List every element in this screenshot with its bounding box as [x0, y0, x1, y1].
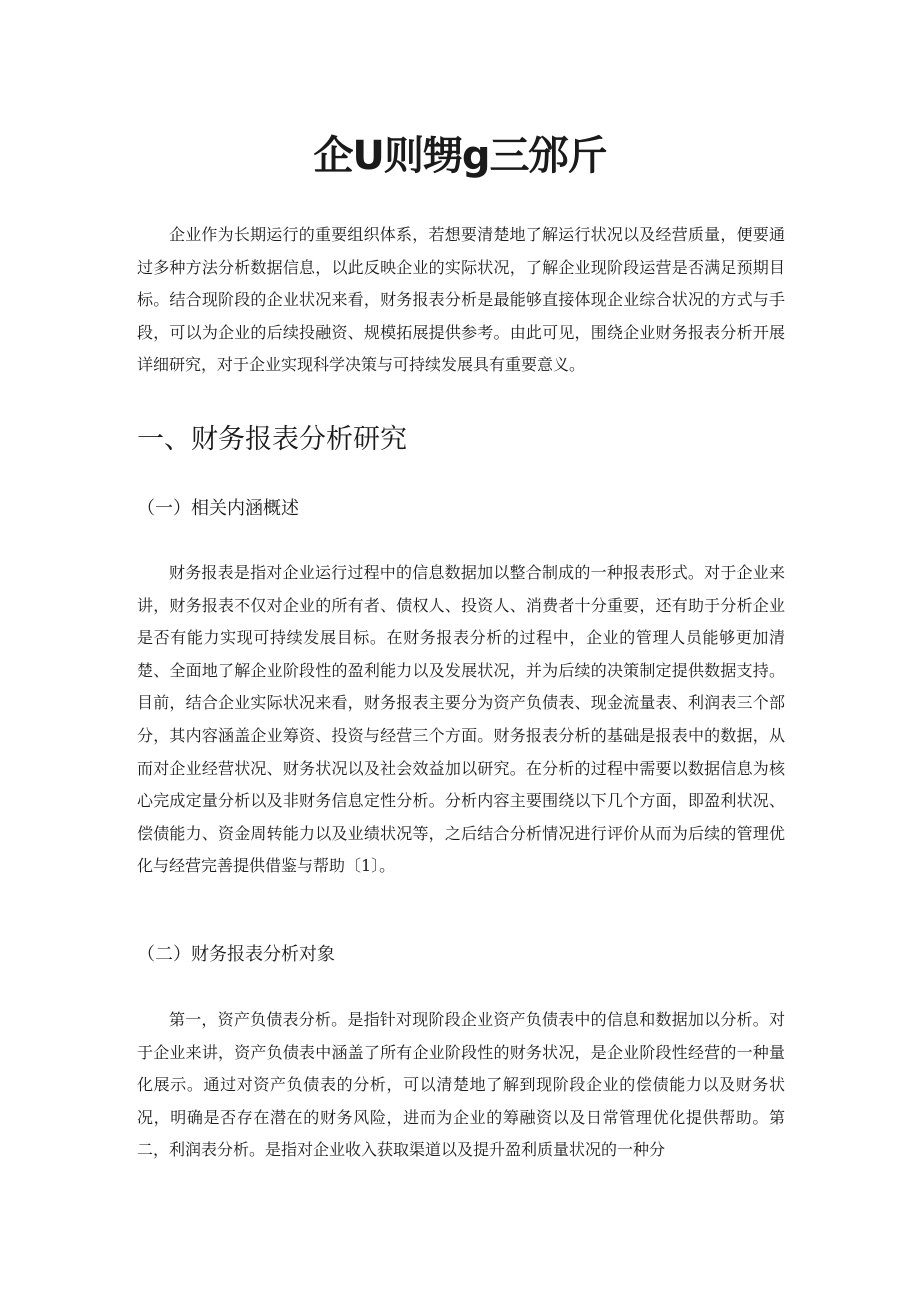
section-heading-1: 一、财务报表分析研究 — [137, 424, 407, 455]
subsection-heading-1: （一）相关内涵概述 — [137, 498, 299, 519]
document-title: 企U则甥g三邠斤 — [313, 133, 607, 179]
subsection-heading-2: （二）财务报表分析对象 — [137, 944, 335, 965]
subsection-1-body: 财务报表是指对企业运行过程中的信息数据加以整合制成的一种报表形式。对于企业来讲，财务报表不仅对企业的所有者、债权人、投资人、消费者十分重要，还有助于分析企业是否有能力实现可持续发展目标。在财务报表分析的过程中，企业的管理人员能够更加清楚、全面地了解企业阶段性的盈利能力以及发展状况，并为后续的决策制定提供数据支持。目前，结合企业实际状况来看，财务报表主要分为资产负债表、现金流量表、利润表三个部分，其内容涵盖企业筹资、投资与经营三个方面。财务报表分析的基础是报表中的数据，从而对企业经营状况、财务状况以及社会效益加以研究。在分析的过程中需要以数据信息为核心完成定量分析以及非财务信息定性分析。分析内容主要围绕以下几个方面，即盈利状况、偿债能力、资金周转能力以及业绩状况等，之后结合分析情况进行评价从而为后续的管理优化与经营完善提供借鉴与帮助〔1〕。 — [137, 563, 785, 876]
subsection-2-body: 第一，资产负债表分析。是指针对现阶段企业资产负债表中的信息和数据加以分析。对于企业来讲，资产负债表中涵盖了所有企业阶段性的财务状况，是企业阶段性经营的一种量化展示。通过对资产负债表的分析，可以清楚地了解到现阶段企业的偿债能力以及财务状况，明确是否存在潜在的财务风险，进而为企业的筹融资以及日常管理优化提供帮助。第二，利润表分析。是指对企业收入获取渠道以及提升盈利质量状况的一种分 — [137, 1010, 785, 1160]
intro-paragraph: 企业作为长期运行的重要组织体系，若想要清楚地了解运行状况以及经营质量，便要通过多种方法分析数据信息，以此反映企业的实际状况，了解企业现阶段运营是否满足预期目标。结合现阶段的企业状况来看，财务报表分析是最能够直接体现企业综合状况的方式与手段，可以为企业的后续投融资、规模拓展提供参考。由此可见，围绕企业财务报表分析开展详细研究，对于企业实现科学决策与可持续发展具有重要意义。 — [137, 225, 785, 375]
